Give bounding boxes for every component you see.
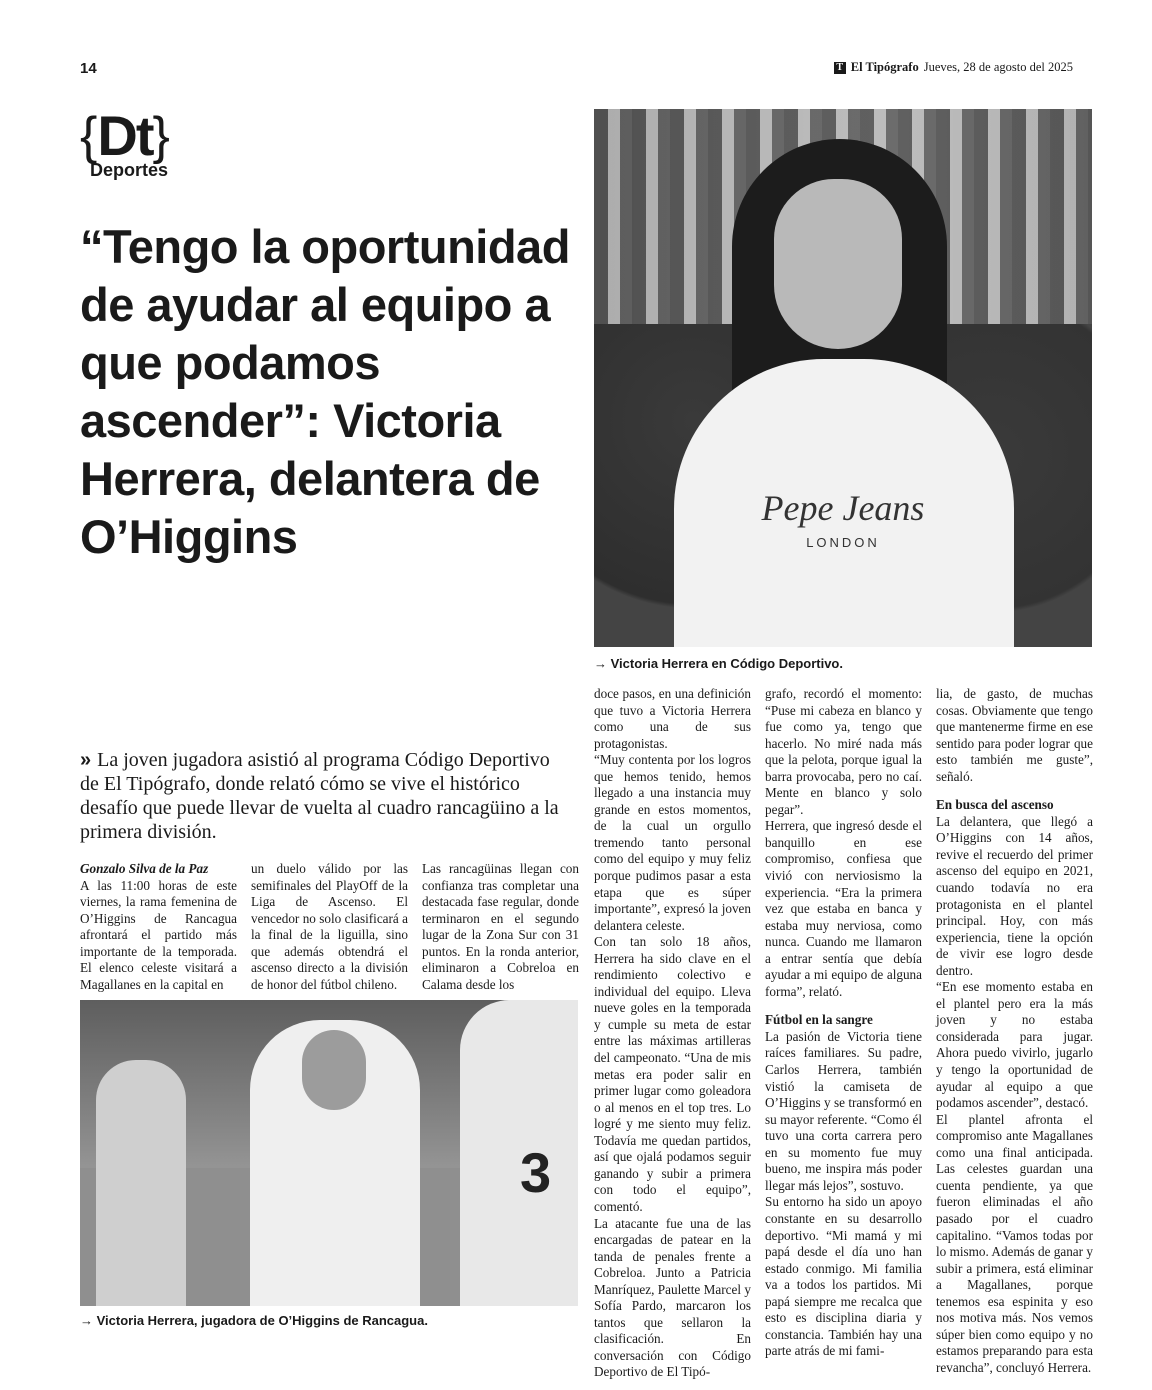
body-paragraph: lia, de gasto, de muchas cosas. Obviamente que tengo que mantenerme firme en ese sentido para poder lograr que esto también me guste”, señaló. xyxy=(936,686,1093,784)
lead-text: La joven jugadora asistió al programa Código Deportivo de El Tipógrafo, donde relató cómo se vive el histórico desafío que puede llevar de vuelta al cuadro rancagüino a la primera división. xyxy=(80,749,559,843)
masthead xyxy=(834,60,1073,75)
body-paragraph: Su entorno ha sido un apoyo constante en su desarrollo deportivo. “Mi mamá y mi papá desde el día uno han estado conmigo. Mi familia va a todos los partidos. Mi papá siempre me recalca que esto es disciplina diaria y constancia. También hay una parte atrás de mi fami- xyxy=(765,1194,922,1359)
brace-open: { xyxy=(80,107,98,165)
body-column-1 xyxy=(80,861,237,993)
brace-close: } xyxy=(152,107,170,165)
body-paragraph: grafo, recordó el momento: “Puse mi cabeza en blanco y fue como ya, tengo que hacerlo. No miré nada más que la pelota, porque igual la barra provocaba, pero no caí. Mente en blanco y solo pegar”. xyxy=(765,686,922,817)
byline: Gonzalo Silva de la Paz xyxy=(80,861,209,876)
body-paragraph: “Muy contenta por los logros que hemos tenido, hemos llegado a una instancia muy grande en estos momentos, de la cual un orgullo tremendo tanto personal como del equipo y muy feliz porque pudimos pasar a esta etapa que es súper importante”, expresó la joven delantera celeste. xyxy=(594,752,751,933)
teammate-right xyxy=(460,1000,578,1306)
section-name: Deportes xyxy=(90,160,169,180)
section-mark xyxy=(80,104,210,181)
body-paragraph: un duelo válido por las semifinales del PlayOff de la Liga de Ascenso. El vencedor no solo clasificará a la final de la liguilla, sino que además obtendrá el ascenso directo a la división de honor del fútbol chileno. xyxy=(251,861,408,992)
action-caption: → Victoria Herrera, jugadora de O’Higgins de Rancagua. xyxy=(80,1313,428,1328)
hoodie-brand-text: Pepe Jeans xyxy=(761,488,925,528)
body-paragraph: Herrera, que ingresó desde el banquillo en ese compromiso, confiesa que vivió con nerviosismo la experiencia. “Era la primera vez que estaba en banca y estaba muy nerviosa, como nunca. Cuando me llamaron a entrar sentía que debía ayudar a mi equipo de alguna forma”, relató. xyxy=(765,818,922,999)
subheading: En busca del ascenso xyxy=(936,797,1054,813)
body-column-4 xyxy=(594,686,751,1381)
body-column-5 xyxy=(765,686,922,1360)
body-column-3 xyxy=(422,861,579,993)
hoodie-city-text: LONDON xyxy=(806,535,880,550)
player-face xyxy=(774,179,902,349)
body-paragraph: La delantera, que llegó a O’Higgins con 14 años, revive el recuerdo del primer ascenso del equipo en 2021, cuando todavía no era protagonista en el plantel principal. Hoy, con más experiencia, tiene la opción de vivir ese logro desde dentro. xyxy=(936,813,1093,978)
body-paragraph: doce pasos, en una definición que tuvo a Victoria Herrera como una de sus protagonistas. xyxy=(594,686,751,751)
page-number: 14 xyxy=(80,60,97,77)
body-paragraph: Las rancagüinas llegan con confianza tras completar una destacada fase regular, donde terminaron en el segundo lugar de la Zona Sur con 31 puntos. En la ronda anterior, eliminaron a Cobreloa en Calama desde los xyxy=(422,861,579,992)
headline: “Tengo la oportunidad de ayudar al equipo a que podamos ascender”: Victoria Herrera, delantera de O’Higgins xyxy=(80,220,570,563)
newspaper-name: El Tipógrafo xyxy=(850,60,919,74)
player-head xyxy=(302,1030,366,1110)
body-paragraph: La atacante fue una de las encargadas de patear en la tanda de penales frente a Cobreloa. Junto a Patricia Manríquez, Paulette Marcel y Sofía Pardo, marcaron los tantos que sellaron la clasificación. En conversación con Código Deportivo de El Tipó- xyxy=(594,1215,751,1380)
body-column-2 xyxy=(251,861,408,993)
player-celebrating xyxy=(250,1020,420,1306)
body-paragraph: El plantel afronta el compromiso ante Magallanes como una final anticipada. Las celestes guardan una cuenta pendiente, ya que fueron eliminadas el año pasado por el cuadro capitalino. “Vamos todas por lo mismo. Además de ganar y subir a primera, está eliminar a Magallanes, porque tenemos esa espinita y eso nos motiva más. Nos vemos súper bien como equipo y no estamos preparando para esta revancha”, concluyó Herrera. xyxy=(936,1111,1093,1375)
body-column-6 xyxy=(936,686,1093,1376)
section-code-letters: Dt xyxy=(97,104,153,167)
lead-paragraph xyxy=(80,748,570,844)
newspaper-logo-icon: T xyxy=(834,62,846,74)
issue-date: Jueves, 28 de agosto del 2025 xyxy=(923,60,1073,74)
body-paragraph: Con tan solo 18 años, Herrera ha sido clave en el rendimiento colectivo e individual del equipo. Lleva nueve goles en la temporada y cumple su meta de estar entre las máximas artilleras del campeonato. “Una de mis metas era poder salir en primer lugar como goleadora o al menos en el top tres. Lo logré y me siento muy feliz. Todavía me quedan partidos, así que ojalá podamos seguir ganando y subir a primera con todo el equipo”, comentó. xyxy=(594,934,751,1214)
section-code xyxy=(80,104,210,167)
body-paragraph: “En ese momento estaba en el plantel pero era la más joven y no estaba considerada para jugar. Ahora puedo vivirlo, jugarlo y tengo la oportunidad de ayudar al equipo a que podamos ascender”, destacó. xyxy=(936,979,1093,1111)
subheading: Fútbol en la sangre xyxy=(765,1012,873,1028)
portrait-photo xyxy=(594,109,1092,647)
body-paragraph: A las 11:00 horas de este viernes, la rama femenina de O’Higgins de Rancagua afrontará el partido más importante de la temporada. El elenco celeste visitará a Magallanes en la capital en xyxy=(80,877,237,992)
action-photo xyxy=(80,1000,578,1306)
body-paragraph: La pasión de Victoria tiene raíces familiares. Su padre, Carlos Herrera, también vistió la camiseta de O’Higgins y se transformó en su mayor referente. “Como él tuvo una corta carrera pero en su momento fue muy bueno, me inspira más poder llegar más lejos”, sostuvo. xyxy=(765,1028,922,1193)
lead-mark-icon: » xyxy=(80,749,92,771)
portrait-caption: → Victoria Herrera en Código Deportivo. xyxy=(594,656,843,671)
teammate-left xyxy=(96,1060,186,1306)
jersey-number: 3 xyxy=(520,1141,552,1204)
